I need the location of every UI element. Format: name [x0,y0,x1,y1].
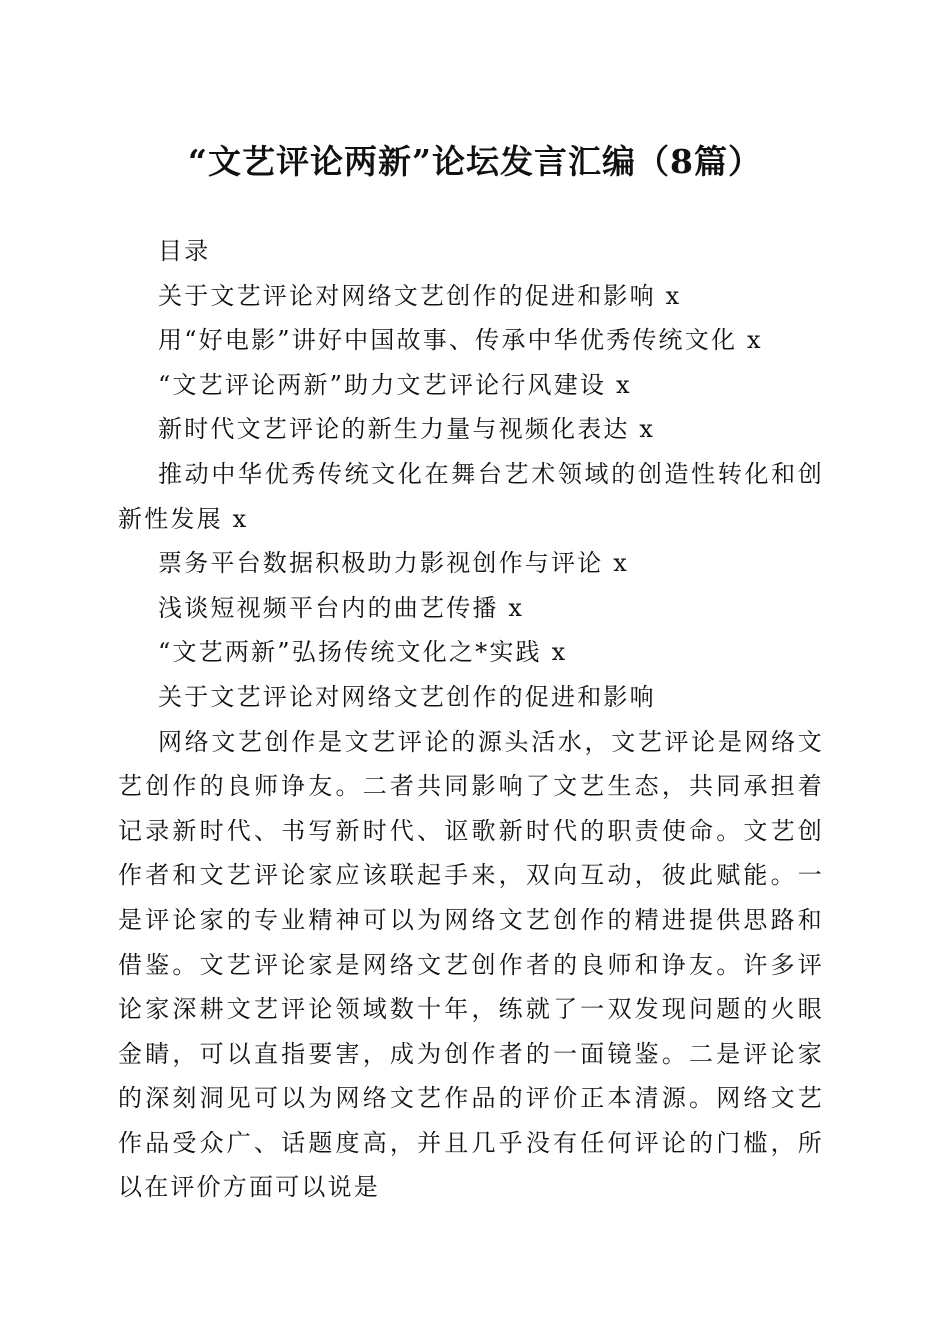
body-paragraph: 网络文艺创作是文艺评论的源头活水，文艺评论是网络文艺创作的良师诤友。二者共同影响了文艺生态，共同承担着记录新时代、书写新时代、讴歌新时代的职责使命。文艺创作者和文艺评论家应该联起手来，双向互动，彼此赋能。一是评论家的专业精神可以为网络文艺创作的精进提供思路和借鉴。文艺评论家是网络文艺创作者的良师和诤友。许多评论家深耕文艺评论领域数十年，练就了一双发现问题的火眼金睛，可以直指要害，成为创作者的一面镜鉴。二是评论家的深刻洞见可以为网络文艺作品的评价正本清源。网络文艺作品受众广、话题度高，并且几乎没有任何评论的门槛，所以在评价方面可以说是 [118,727,824,1202]
document-title: “文艺评论两新”论坛发言汇编（8篇） [188,142,762,181]
toc-item[interactable]: “文艺两新”弘扬传统文化之*实践 x [158,638,568,667]
toc-item[interactable]: 新时代文艺评论的新生力量与视频化表达 x [158,415,656,444]
toc-item[interactable]: 推动中华优秀传统文化在舞台艺术领域的创造性转化和创新性发展 x [118,459,824,533]
document-content [118,229,824,1210]
toc-item[interactable]: 用“好电影”讲好中国故事、传承中华优秀传统文化 x [158,326,763,355]
toc-item[interactable]: 关于文艺评论对网络文艺创作的促进和影响 x [158,281,682,310]
toc-item[interactable]: “文艺评论两新”助力文艺评论行风建设 x [158,370,632,399]
toc-item[interactable]: 浅谈短视频平台内的曲艺传播 x [158,593,525,622]
toc-item[interactable]: 票务平台数据积极助力影视创作与评论 x [158,549,629,578]
section-heading: 关于文艺评论对网络文艺创作的促进和影响 [158,682,656,711]
toc-heading: 目录 [158,237,211,265]
